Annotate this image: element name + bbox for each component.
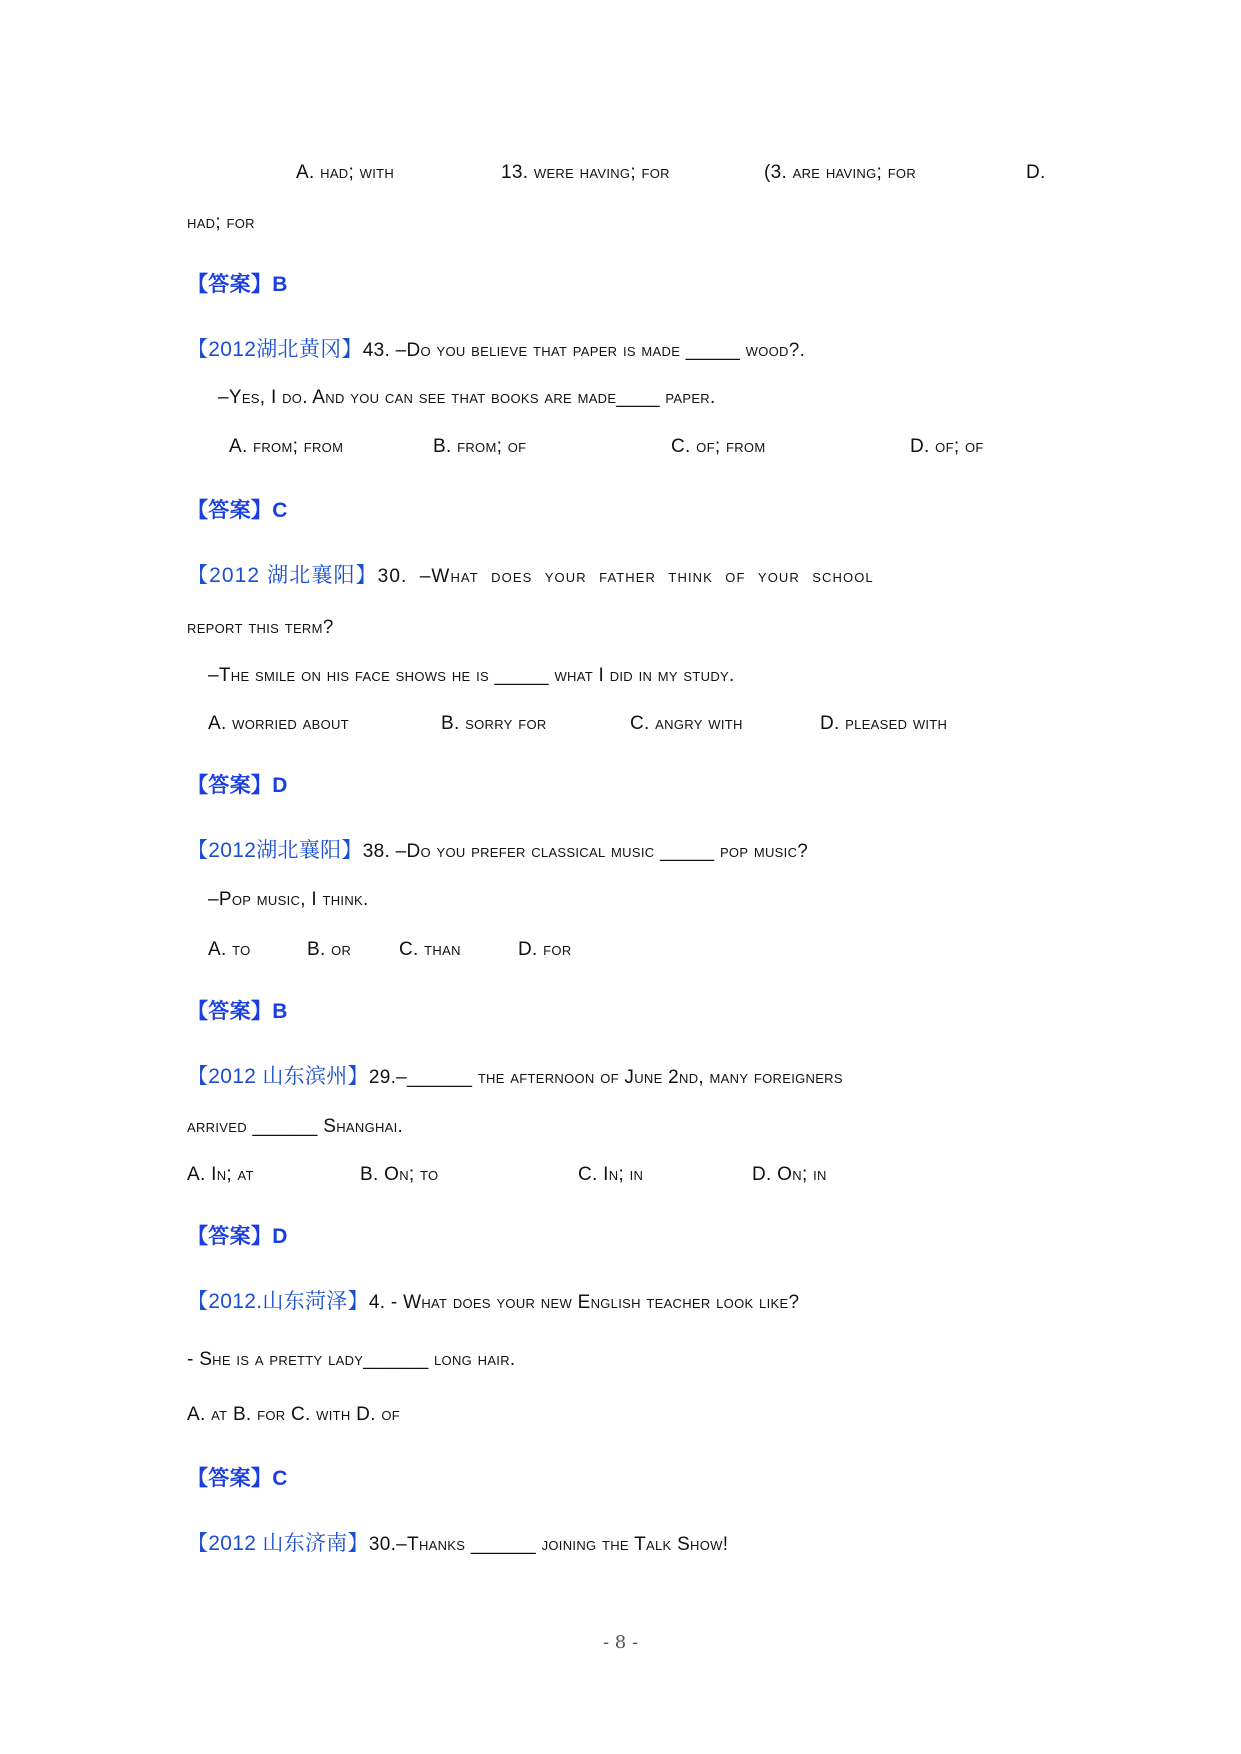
option-b: 13. were having; for bbox=[501, 162, 670, 183]
option-wrap: had; for bbox=[187, 212, 255, 233]
page-number: - 8 - bbox=[602, 1632, 639, 1653]
option-c: C. angry with bbox=[630, 713, 743, 734]
option-c: (3. are having; for bbox=[764, 162, 917, 183]
option-b: B. from; of bbox=[433, 436, 527, 457]
answer-label: 【答案】B bbox=[187, 273, 288, 296]
option-c: C. of; from bbox=[671, 436, 766, 457]
option-b: B. sorry for bbox=[441, 713, 547, 734]
question-stem: 30.–Thanks ______ joining the Talk Show! bbox=[368, 1534, 729, 1555]
question-source: 【2012.山东菏泽】 bbox=[187, 1290, 369, 1313]
answer-label: 【答案】D bbox=[187, 774, 288, 797]
option-a: A. In; at bbox=[187, 1164, 254, 1185]
options-line: A. at B. for C. with D. of bbox=[187, 1404, 401, 1425]
option-c: C. than bbox=[399, 939, 461, 960]
question-stem: 4. - What does your new English teacher look like? bbox=[368, 1292, 800, 1313]
question-stem: 30. –What does your father think of your school bbox=[377, 566, 874, 587]
question-reply: –Pop music, I think. bbox=[208, 889, 369, 910]
option-c: C. In; in bbox=[578, 1164, 644, 1185]
question-source: 【2012 山东滨州】 bbox=[187, 1065, 369, 1088]
answer-label: 【答案】C bbox=[187, 1467, 288, 1490]
option-b: B. or bbox=[307, 939, 352, 960]
option-a: A. had; with bbox=[296, 162, 395, 183]
question-binzhou bbox=[187, 1060, 843, 1090]
option-b: B. On; to bbox=[360, 1164, 439, 1185]
option-a: A. worried about bbox=[208, 713, 349, 734]
question-source: 【2012 山东济南】 bbox=[187, 1532, 369, 1555]
question-heze bbox=[187, 1285, 799, 1315]
option-d: D. bbox=[1026, 162, 1046, 183]
question-jinan bbox=[187, 1527, 728, 1557]
answer-label: 【答案】D bbox=[187, 1225, 288, 1248]
option-d: D. pleased with bbox=[820, 713, 948, 734]
answer-label: 【答案】B bbox=[187, 1000, 288, 1023]
question-xiangyang-38 bbox=[187, 834, 808, 864]
question-reply: –The smile on his face shows he is _____ what I did in my study. bbox=[208, 665, 735, 686]
question-stem-wrap: report this term? bbox=[187, 617, 334, 638]
question-source: 【2012湖北襄阳】 bbox=[187, 839, 363, 862]
option-a: A. from; from bbox=[229, 436, 344, 457]
option-a: A. to bbox=[208, 939, 251, 960]
question-stem-wrap: arrived ______ Shanghai. bbox=[187, 1116, 404, 1137]
question-xiangyang-30 bbox=[187, 559, 874, 589]
question-stem: 38. –Do you prefer classical music _____ pop music? bbox=[362, 841, 809, 862]
question-stem: 43. –Do you believe that paper is made _____ wood?. bbox=[362, 340, 806, 361]
question-reply: - She is a pretty lady______ long hair. bbox=[187, 1349, 516, 1370]
answer-label: 【答案】C bbox=[187, 499, 288, 522]
question-huanggang bbox=[187, 333, 805, 363]
question-source: 【2012 湖北襄阳】 bbox=[187, 564, 378, 587]
question-source: 【2012湖北黄冈】 bbox=[187, 338, 363, 361]
question-stem: 29.–______ the afternoon of June 2nd, many foreigners bbox=[368, 1067, 843, 1088]
question-reply: –Yes, I do. And you can see that books are made____ paper. bbox=[218, 387, 716, 408]
option-d: D. On; in bbox=[752, 1164, 827, 1185]
option-d: D. for bbox=[518, 939, 572, 960]
option-d: D. of; of bbox=[910, 436, 984, 457]
